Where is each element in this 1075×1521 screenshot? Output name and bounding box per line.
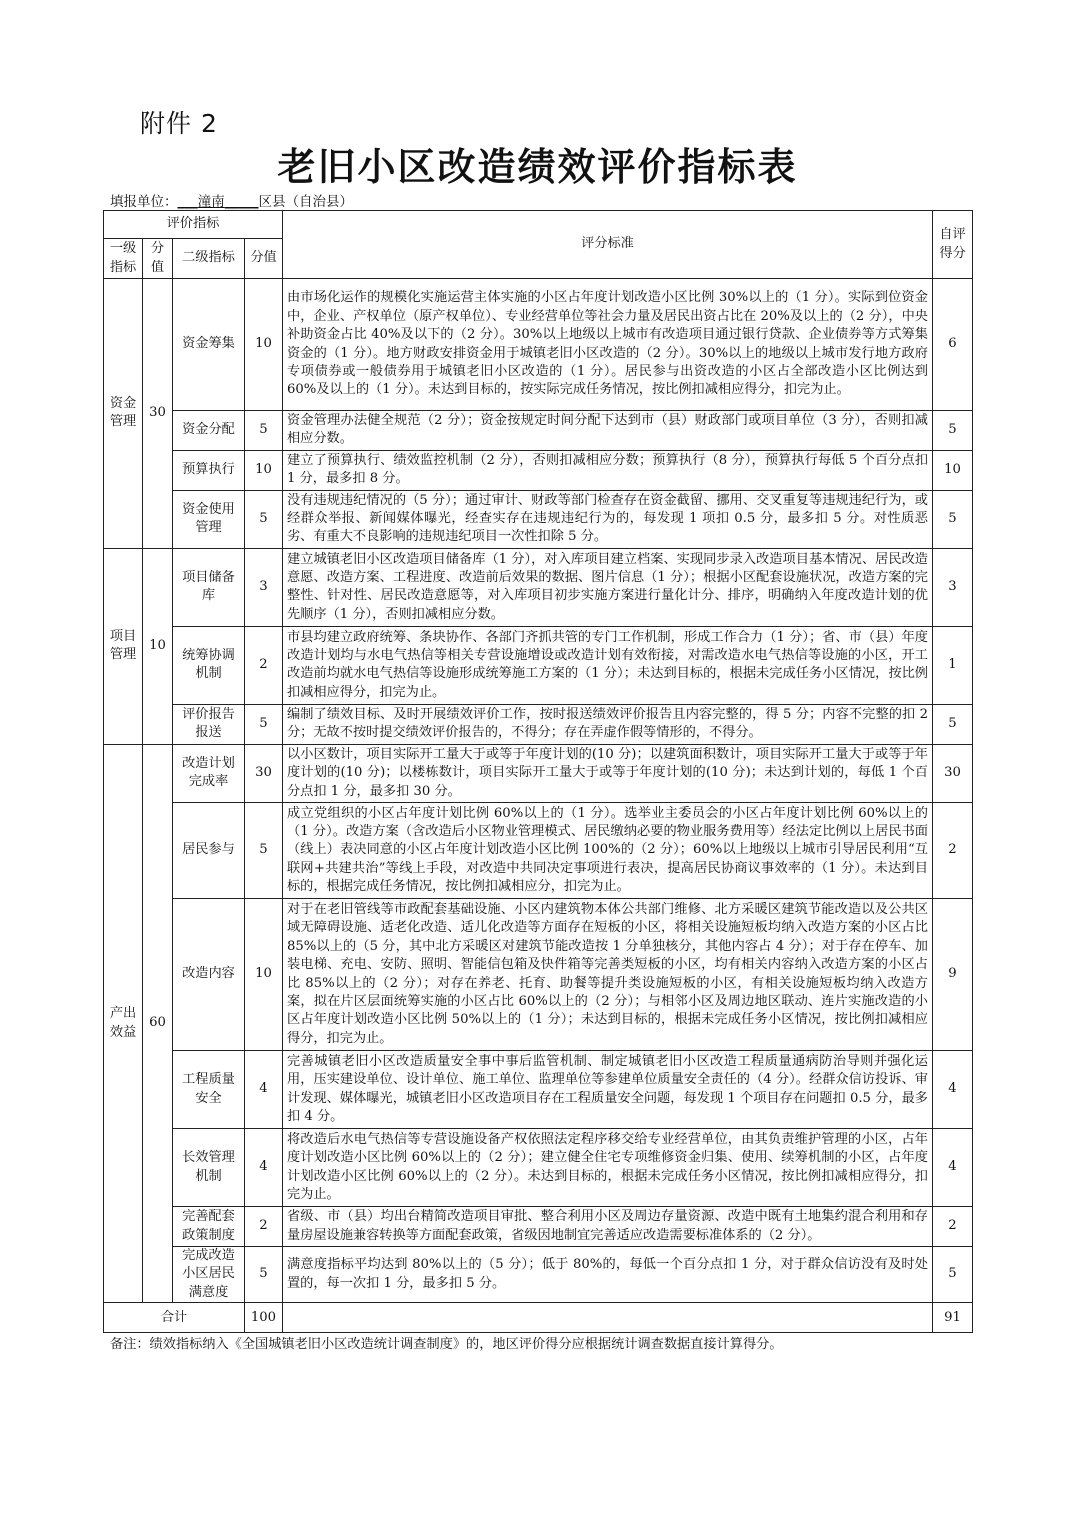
indicator-self-score: 4 — [933, 1051, 973, 1129]
total-label: 合计 — [104, 1303, 245, 1333]
header-standard: 评分标准 — [283, 211, 933, 279]
header-level2: 二级指标 — [173, 239, 245, 279]
fill-unit-county: 潼南 — [197, 194, 225, 210]
indicator-standard: 将改造后水电气热信等专营设施设备产权依照法定程序移交给专业经营单位，由其负责维护管理的小区，占年度计划改造小区比例 60%以上的（2 分）；建立健全住宅专项维修资金归集、使用、续筹机制的小区，占年度计划改造小区比例 60%以上的（2 分）。未达到目标的，根据未完成任务小区情况，按比例扣减相应得分，扣完为止。 — [283, 1129, 933, 1207]
indicator-self-score: 2 — [933, 1207, 973, 1247]
indicator-score: 2 — [245, 626, 283, 704]
indicator-self-score: 6 — [933, 279, 973, 411]
total-self-score: 91 — [933, 1303, 973, 1333]
header-eval-indicator: 评价指标 — [104, 211, 283, 239]
indicator-self-score: 4 — [933, 1129, 973, 1207]
fill-unit-blank-after: _____ — [224, 194, 259, 210]
table-row — [104, 704, 973, 744]
indicator-standard: 以小区数计，项目实际开工量大于或等于年度计划的(10 分)；以建筑面积数计，项目实际开工量大于或等于年度计划的(10 分)；以楼栋数计，项目实际开工量大于或等于年度计划的(10 分)；未达到计划的，每低 1 个百分点扣 1 分，最多扣 30 分。 — [283, 744, 933, 802]
indicator-self-score: 30 — [933, 744, 973, 802]
indicator-name: 工程质量安全 — [173, 1051, 245, 1129]
indicator-standard: 没有违规违纪情况的（5 分）；通过审计、财政等部门检查存在资金截留、挪用、交叉重复等违规违纪行为，或经群众举报、新闻媒体曝光，经查实存在违规违纪行为的，每发现 1 项扣 0.5 分，最多扣 5 分。对性质恶劣、有重大不良影响的违规违纪项目一次性扣除 5 分。 — [283, 490, 933, 548]
indicator-score: 2 — [245, 1207, 283, 1247]
indicator-name: 项目储备库 — [173, 548, 245, 626]
table-row — [104, 1129, 973, 1207]
indicator-standard: 市县均建立政府统筹、条块协作、各部门齐抓共管的专门工作机制，形成工作合力（1 分）；省、市（县）年度改造计划均与水电气热信等相关专营设施增设或改造计划有效衔接，对需改造水电气热信等设施的小区，开工改造前均就水电气热信等设施形成统筹施工方案的（1 分）；未达到目标的，根据未完成任务小区情况，按比例扣减相应得分，扣完为止。 — [283, 626, 933, 704]
indicator-self-score: 5 — [933, 1247, 973, 1303]
fill-unit-label: 填报单位： — [110, 194, 178, 210]
indicator-name: 改造计划完成率 — [173, 744, 245, 802]
indicator-score: 5 — [245, 411, 283, 451]
indicator-standard: 成立党组织的小区占年度计划比例 60%以上的（1 分）。选举业主委员会的小区占年度计划比例 60%以上的（1 分）。改造方案（含改造后小区物业管理模式、居民缴纳必要的物业服务费用等）经法定比例以上居民书面（线上）表决同意的小区占年度计划改造小区比例 100%的（2 分）；60%以上地级以上城市引导居民利用“互联网+共建共治”等线上手段，对改造中共同决定事项进行表决，提高居民协商议事效率的（1 分）。未达到目标的，根据完成任务情况，按比例扣减相应分，扣完为止。 — [283, 803, 933, 899]
header-score2: 分值 — [245, 239, 283, 279]
indicator-standard: 由市场化运作的规模化实施运营主体实施的小区占年度计划改造小区比例 30%以上的（1 分）。实际到位资金中，企业、产权单位（原产权单位）、专业经营单位等社会力量及居民出资占比在 20%及以上的（2 分），中央补助资金占比 40%及以下的（2 分）。30%以上地级以上城市有改造项目通过银行贷款、企业债券等方式筹集资金的（1 分）。地方财政安排资金用于城镇老旧小区改造的（2 分）。30%以上的地级以上城市发行地方政府专项债券或一般债券用于城镇老旧小区改造的（1 分）。居民参与出资改造的小区占全部改造小区比例达到 60%及以上的（1 分）。未达到目标的，按实际完成任务情况，按比例扣减相应得分，扣完为止。 — [283, 279, 933, 411]
header-level1: 一级指标 — [104, 239, 143, 279]
indicator-standard: 省级、市（县）均出台精简改造项目审批、整合利用小区及周边存量资源、改造中既有土地集约混合利用和存量房屋设施兼容转换等方面配套政策，省级因地制宜完善适应改造需要标准体系的（2 分）。 — [283, 1207, 933, 1247]
total-standard — [283, 1303, 933, 1333]
group-name: 资金管理 — [104, 279, 143, 549]
indicator-score: 4 — [245, 1051, 283, 1129]
header-self-score: 自评得分 — [933, 211, 973, 279]
total-row — [104, 1303, 973, 1333]
group-score: 10 — [143, 548, 173, 744]
indicator-score: 10 — [245, 899, 283, 1051]
indicator-name: 资金使用管理 — [173, 490, 245, 548]
group-name: 产出效益 — [104, 744, 143, 1302]
table-row — [104, 279, 973, 411]
indicator-score: 10 — [245, 450, 283, 490]
indicator-name: 完成改造小区居民满意度 — [173, 1247, 245, 1303]
table-row — [104, 1207, 973, 1247]
indicator-standard: 完善城镇老旧小区改造质量安全事中事后监管机制、制定城镇老旧小区改造工程质量通病防治导则并强化运用，压实建设单位、设计单位、施工单位、监理单位等参建单位质量安全责任的（4 分）。经群众信访投诉、审计发现、媒体曝光，城镇老旧小区改造项目存在工程质量安全问题，每发现 1 个项目存在问题扣 0.5 分，最多扣 4 分。 — [283, 1051, 933, 1129]
table-row — [104, 490, 973, 548]
indicator-name: 改造内容 — [173, 899, 245, 1051]
indicator-self-score: 2 — [933, 803, 973, 899]
indicator-standard: 建立城镇老旧小区改造项目储备库（1 分），对入库项目建立档案、实现同步录入改造项目基本情况、居民改造意愿、改造方案、工程进度、改造前后效果的数据、图片信息（1 分）；根据小区配套设施状况，改造方案的完整性、针对性、居民改造意愿等，对入库项目初步实施方案进行量化计分、排序，明确纳入年度改造计划的优先顺序（1 分），否则扣减相应分数。 — [283, 548, 933, 626]
indicator-score: 3 — [245, 548, 283, 626]
indicator-name: 资金分配 — [173, 411, 245, 451]
indicator-name: 资金筹集 — [173, 279, 245, 411]
fill-unit-suffix: 区县（自治县） — [258, 194, 353, 210]
indicator-self-score: 1 — [933, 626, 973, 704]
group-score: 60 — [143, 744, 173, 1302]
table-row — [104, 626, 973, 704]
indicator-name: 长效管理机制 — [173, 1129, 245, 1207]
group-name: 项目管理 — [104, 548, 143, 744]
footnote: 备注：绩效指标纳入《全国城镇老旧小区改造统计调查制度》的，地区评价得分应根据统计调查数据直接计算得分。 — [110, 1337, 783, 1352]
group-score: 30 — [143, 279, 173, 549]
attachment-label: 附件 2 — [140, 109, 218, 138]
indicator-score: 30 — [245, 744, 283, 802]
fill-unit — [110, 190, 353, 210]
indicator-score: 5 — [245, 803, 283, 899]
indicator-self-score: 5 — [933, 490, 973, 548]
table-row — [104, 548, 973, 626]
total-score: 100 — [245, 1303, 283, 1333]
indicator-standard: 编制了绩效目标、及时开展绩效评价工作，按时报送绩效评价报告且内容完整的，得 5 分；内容不完整的扣 2 分；无故不按时提交绩效评价报告的，不得分；存在弄虚作假等情形的，不得分。 — [283, 704, 933, 744]
table-row — [104, 1051, 973, 1129]
indicator-name: 完善配套政策制度 — [173, 1207, 245, 1247]
table-row — [104, 744, 973, 802]
indicator-standard: 满意度指标平均达到 80%以上的（5 分）；低于 80%的，每低一个百分点扣 1 分，对于群众信访没有及时处置的，每一次扣 1 分，最多扣 5 分。 — [283, 1247, 933, 1303]
indicator-self-score: 10 — [933, 450, 973, 490]
table-row — [104, 411, 973, 451]
document-title: 老旧小区改造绩效评价指标表 — [277, 144, 798, 189]
indicator-standard: 建立了预算执行、绩效监控机制（2 分），否则扣减相应分数；预算执行（8 分），预算执行每低 5 个百分点扣 1 分，最多扣 8 分。 — [283, 450, 933, 490]
table-row — [104, 803, 973, 899]
indicator-score: 10 — [245, 279, 283, 411]
indicator-standard: 对于在老旧管线等市政配套基础设施、小区内建筑物本体公共部门维修、北方采暖区建筑节能改造以及公共区域无障碍设施、适老化改造、适儿化改造等方面存在短板的小区，将相关设施短板均纳入改造方案的小区占比 85%以上的（5 分，其中北方采暖区对建筑节能改造按 1 分单独核分，其他内容占 4 分）；对于存在停车、加装电梯、充电、安防、照明、智能信包箱及快件箱等完善类短板的小区，均有相关内容纳入改造方案的小区占比 85%以上的（2 分）；对存在养老、托育、助餐等提升类设施短板的小区，有相关设施短板均纳入改造方案，拟在片区层面统筹实施的小区占比 60%以上的（2 分）；与相邻小区及周边地区联动、连片实施改造的小区占年度计划改造小区比例 50%以上的（1 分）；未达到目标的，根据未完成任务小区情况，按比例扣减相应得分，扣完为止。 — [283, 899, 933, 1051]
indicator-self-score: 5 — [933, 411, 973, 451]
indicator-score: 5 — [245, 1247, 283, 1303]
indicator-self-score: 3 — [933, 548, 973, 626]
header-row — [104, 211, 973, 239]
indicator-score: 4 — [245, 1129, 283, 1207]
indicator-name: 统筹协调机制 — [173, 626, 245, 704]
indicator-standard: 资金管理办法健全规范（2 分）；资金按规定时间分配下达到市（县）财政部门或项目单位（3 分），否则扣减相应分数。 — [283, 411, 933, 451]
evaluation-table — [103, 210, 973, 1333]
indicator-name: 评价报告报送 — [173, 704, 245, 744]
indicator-score: 5 — [245, 704, 283, 744]
indicator-self-score: 5 — [933, 704, 973, 744]
table-row — [104, 1247, 973, 1303]
header-score: 分值 — [143, 239, 173, 279]
indicator-score: 5 — [245, 490, 283, 548]
indicator-name: 居民参与 — [173, 803, 245, 899]
indicator-self-score: 9 — [933, 899, 973, 1051]
table-row — [104, 899, 973, 1051]
fill-unit-blank-before: ___ — [177, 194, 198, 210]
indicator-name: 预算执行 — [173, 450, 245, 490]
table-row — [104, 450, 973, 490]
